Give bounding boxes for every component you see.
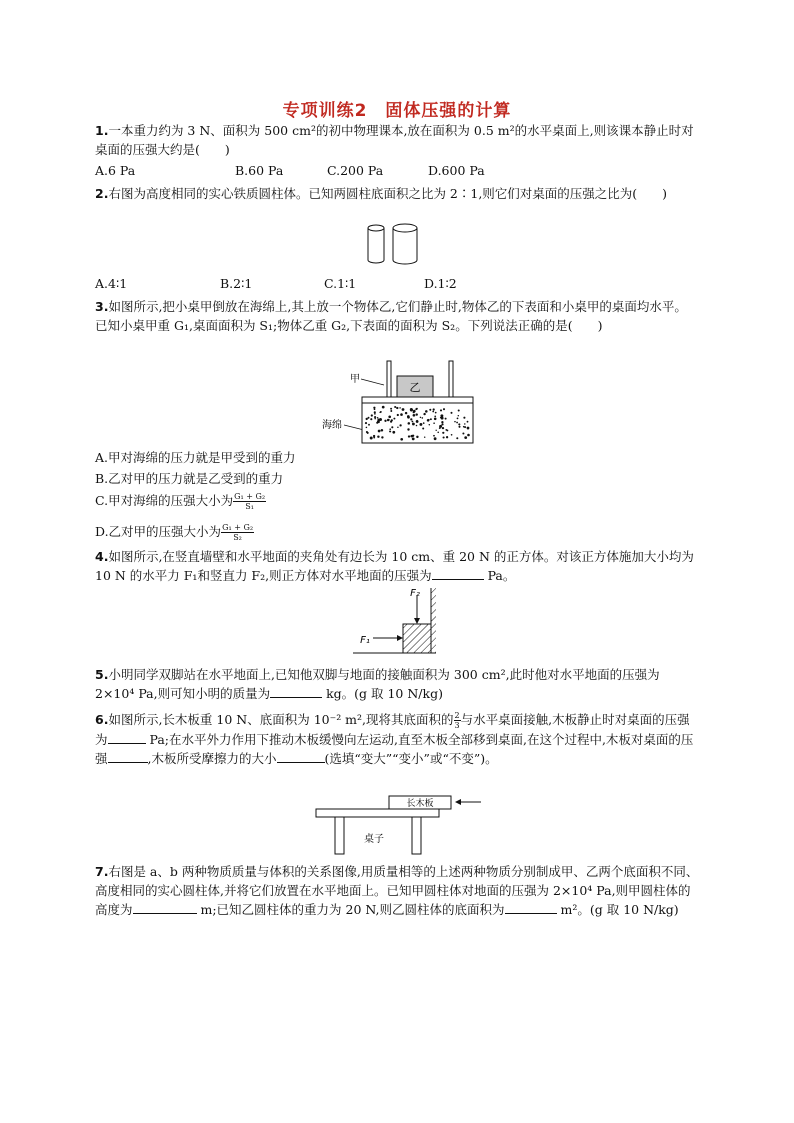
sponge-dot xyxy=(437,432,439,434)
question-text-end: kg。(g 取 10 N/kg) xyxy=(322,686,443,701)
denominator: S₁ xyxy=(245,502,254,511)
question-text: 如图所示,在竖直墙壁和水平地面的夹角处有边长为 10 cm、重 20 N 的正方体。对该正方体施加大小均为 10 N 的水平力 F₁和竖直力 F₂,则正方体对水平地面的压强为 xyxy=(95,549,694,583)
answer-blank-height[interactable] xyxy=(133,900,197,914)
option-a: A.4∶1 xyxy=(95,276,128,291)
numerator: G₁ + G₂ xyxy=(222,523,254,532)
sponge-dot xyxy=(405,412,407,414)
pointer-line xyxy=(361,379,384,385)
sponge-dot xyxy=(467,428,469,430)
sponge-dot xyxy=(370,437,373,440)
question-text: 如图所示,长木板重 10 N、底面积为 10⁻² m²,现将其底面积的 xyxy=(108,712,454,727)
sponge-dot xyxy=(435,430,436,431)
wall-hatching xyxy=(431,588,436,653)
sponge-dot xyxy=(388,419,389,420)
sponge-dot xyxy=(433,422,435,424)
sponge-dot xyxy=(441,423,443,425)
sponge-dot xyxy=(373,437,375,439)
sponge-dot xyxy=(428,419,430,421)
board-on-table-figure xyxy=(313,794,483,856)
sponge-dot xyxy=(442,432,444,434)
arrow-head xyxy=(455,799,461,805)
question-text: m;已知乙圆柱体的重力为 20 N,则乙圆柱体的底面积为 xyxy=(196,902,505,917)
sponge-dot xyxy=(464,436,467,439)
answer-blank-pressure-change[interactable] xyxy=(108,749,148,763)
option-b: B.2∶1 xyxy=(220,276,253,291)
question-text: 右图为高度相同的实心铁质圆柱体。已知两圆柱底面积之比为 2∶1,则它们对桌面的压强之比为( ) xyxy=(108,186,668,201)
small-cylinder xyxy=(368,225,384,263)
sponge-dot xyxy=(400,438,403,441)
cylinders-figure xyxy=(366,222,444,268)
label-f2: F₂ xyxy=(410,588,420,599)
option-c xyxy=(95,491,266,511)
sponge-dot xyxy=(435,412,437,414)
denominator: S₂ xyxy=(233,533,242,542)
table-leg-right xyxy=(449,361,453,397)
sponge-dot xyxy=(378,430,381,433)
sponge-dot xyxy=(420,417,421,418)
sponge-dot xyxy=(374,416,376,418)
option-a: A.6 Pa xyxy=(95,163,136,178)
question-number: 1. xyxy=(95,123,109,138)
sponge-dot xyxy=(440,417,441,418)
sponge-dot xyxy=(377,435,379,437)
question-1 xyxy=(95,121,699,159)
sponge-dot xyxy=(397,414,399,416)
sponge-dot xyxy=(374,413,376,415)
sponge-dot xyxy=(416,420,418,422)
question-text: 与水平桌面接触,木板静止时对桌面的压强为 xyxy=(95,712,690,747)
option-c-text: C.甲对海绵的压强大小为 xyxy=(95,493,234,508)
sponge-dot xyxy=(381,436,383,438)
question-text: ,木板所受摩擦力的大小 xyxy=(147,751,277,766)
option-a: A.甲对海绵的压力就是甲受到的重力 xyxy=(95,450,296,465)
page-title: 专项训练2 固体压强的计算 xyxy=(282,101,512,121)
sponge-dot xyxy=(366,418,368,420)
sponge-dot xyxy=(370,418,372,420)
sponge-dot xyxy=(371,414,373,416)
sponge-dot xyxy=(399,407,401,409)
sponge-dot xyxy=(454,421,456,423)
sponge-dot xyxy=(393,418,395,420)
sponge-dot xyxy=(399,424,401,426)
answer-blank-pressure[interactable] xyxy=(108,730,146,744)
sponge-dot xyxy=(392,431,395,434)
sponge-dot xyxy=(462,432,464,434)
answer-blank[interactable] xyxy=(432,566,484,580)
question-2 xyxy=(95,184,699,203)
sponge-dot xyxy=(390,408,392,410)
option-d: D.1∶2 xyxy=(424,276,457,291)
question-number: 7. xyxy=(95,864,109,879)
large-cylinder xyxy=(393,224,417,264)
sponge-dot xyxy=(390,410,392,412)
sponge-dot xyxy=(419,423,422,426)
question-number: 3. xyxy=(95,299,109,314)
sponge-dot xyxy=(384,420,386,422)
sponge-dot xyxy=(381,429,384,432)
sponge-dot xyxy=(413,435,415,437)
question-text: 一本重力约为 3 N、面积为 500 cm²的初中物理课本,放在面积为 0.5 m²的水平桌面上,则该课本静止时对桌面的压强大约是( ) xyxy=(95,123,694,157)
denominator: 3 xyxy=(454,721,460,730)
sponge-dot xyxy=(458,426,460,428)
sponge-dot xyxy=(443,408,445,410)
sponge-dot xyxy=(445,418,447,420)
sponge-dot xyxy=(397,427,399,429)
sponge-dot xyxy=(430,418,432,420)
sponge-dot xyxy=(377,417,379,419)
sponge-dot xyxy=(368,424,370,426)
option-d-text: D.乙对甲的压强大小为 xyxy=(95,524,222,539)
arrow-head xyxy=(397,635,403,641)
sponge-dot xyxy=(402,408,405,411)
sponge-dot xyxy=(400,413,403,416)
sponge-dot xyxy=(412,437,415,440)
sponge-dot xyxy=(424,436,425,437)
sponge-dot xyxy=(425,410,428,413)
fraction xyxy=(454,711,461,730)
question-text: 右图是 a、b 两种物质质量与体积的关系图像,用质量相等的上述两种物质分别制成甲、乙两个底面积不同、高度相同的实心圆柱体,并将它们放置在水平地面上。已知甲圆柱体对地面的压强为 2×10⁴ Pa,则甲圆柱体的高度为 xyxy=(95,864,699,917)
table-on-sponge-figure xyxy=(318,358,480,450)
sponge-dot xyxy=(429,409,431,411)
question-text: 小明同学双脚站在水平地面上,已知他双脚与地面的接触面积为 300 cm²,此时他对水平地面的压强为 2×10⁴ Pa,则可知小明的质量为 xyxy=(95,667,660,701)
sponge-dot xyxy=(441,421,443,423)
arrow-head xyxy=(414,618,420,624)
question-3 xyxy=(95,297,699,335)
table-top xyxy=(316,809,439,817)
sponge-dot xyxy=(458,409,460,411)
label-yi: 乙 xyxy=(409,381,421,394)
sponge-dot xyxy=(467,421,469,423)
question-7 xyxy=(95,862,699,919)
label-jia: 甲 xyxy=(350,374,360,385)
sponge-dot xyxy=(374,408,376,410)
sponge-dot xyxy=(391,426,393,428)
sponge-dot xyxy=(432,411,434,413)
sponge-dot xyxy=(368,417,370,419)
option-b: B.乙对甲的压力就是乙受到的重力 xyxy=(95,471,284,486)
label-board: 长木板 xyxy=(406,799,434,809)
sponge-dot xyxy=(389,430,391,432)
sponge-dot xyxy=(423,422,425,424)
sponge-dot xyxy=(389,428,391,430)
question-6 xyxy=(95,710,699,768)
sponge-dot xyxy=(445,429,447,431)
sponge-dot xyxy=(374,418,376,420)
sponge-dot xyxy=(394,406,396,408)
label-f1: F₁ xyxy=(360,635,370,646)
sponge-dot xyxy=(429,424,430,425)
sponge-dot xyxy=(410,418,412,420)
question-text: m²。(g 取 10 N/kg) xyxy=(556,902,679,917)
sponge-dot xyxy=(365,422,367,424)
sponge-dot xyxy=(464,423,465,424)
label-sponge: 海绵 xyxy=(322,420,342,431)
question-number: 4. xyxy=(95,549,109,564)
sponge-dot xyxy=(367,432,369,434)
cube-in-corner-figure xyxy=(353,586,439,658)
answer-blank-friction-change[interactable] xyxy=(277,749,325,763)
option-b: B.60 Pa xyxy=(235,163,284,178)
sponge-dot xyxy=(422,427,424,429)
sponge-dot xyxy=(413,414,416,417)
sponge-dot xyxy=(376,422,378,424)
fraction xyxy=(233,492,266,511)
question-5 xyxy=(95,665,699,703)
sponge-dot xyxy=(458,423,460,425)
sponge-dot xyxy=(451,434,453,436)
sponge-dot xyxy=(433,408,435,410)
sponge-dot xyxy=(434,415,436,417)
sponge-dot xyxy=(421,417,423,419)
sponge-dot xyxy=(408,435,410,437)
question-2-options xyxy=(95,276,699,295)
option-c: C.200 Pa xyxy=(327,163,384,178)
sponge-dot xyxy=(456,422,458,424)
sponge-dot xyxy=(411,421,413,423)
sponge-dot xyxy=(457,418,459,420)
sponge-dot xyxy=(463,417,465,419)
question-text-end: Pa。 xyxy=(483,568,516,583)
numerator: 2 xyxy=(454,711,460,720)
sponge-dot xyxy=(396,407,398,409)
sponge-dot xyxy=(410,408,413,411)
sponge-dot xyxy=(415,408,417,410)
sponge-dot xyxy=(439,425,442,428)
sponge-dot xyxy=(379,418,382,421)
sponge-dot xyxy=(408,422,411,425)
question-text: 如图所示,把小桌甲倒放在海绵上,其上放一个物体乙,它们静止时,物体乙的下表面和小桌甲的桌面均水平。已知小桌甲重 G₁,桌面面积为 S₁;物体乙重 G₂,下表面的面积为 S₂。下列说法正确的是( ) xyxy=(95,299,687,333)
question-number: 5. xyxy=(95,667,109,682)
table-leg-right xyxy=(412,817,421,854)
sponge-dot xyxy=(382,406,385,409)
fraction xyxy=(221,523,254,542)
sponge-dot xyxy=(443,436,445,438)
option-d: D.600 Pa xyxy=(428,163,485,178)
numerator: G₁ + G₂ xyxy=(234,492,266,501)
sponge-dot xyxy=(410,435,413,438)
question-text: Pa;在水平外力作用下推动木板缓慢向左运动,直至木板全部移到桌面,在这个过程中,木板对桌面的压强 xyxy=(95,732,694,766)
sponge-dot xyxy=(388,415,391,418)
table-top xyxy=(362,397,473,403)
sponge-dot xyxy=(380,411,382,413)
option-c: C.1∶1 xyxy=(324,276,357,291)
sponge-dot xyxy=(416,436,418,438)
question-number: 6. xyxy=(95,712,109,727)
pointer-line xyxy=(344,425,364,430)
sponge-dot xyxy=(412,423,415,426)
sponge-dot xyxy=(451,412,453,414)
sponge-dot xyxy=(413,411,415,413)
sponge-dot xyxy=(463,426,465,428)
question-number: 2. xyxy=(95,186,109,201)
answer-blank-area[interactable] xyxy=(505,900,557,914)
table-leg-left xyxy=(387,361,391,397)
answer-blank[interactable] xyxy=(270,684,322,698)
sponge-dot xyxy=(391,419,393,421)
question-4 xyxy=(95,547,699,585)
sponge-dot xyxy=(433,435,435,437)
sponge-dot xyxy=(416,425,418,427)
sponge-dot xyxy=(366,427,368,429)
sponge-dot xyxy=(407,428,409,430)
sponge-dot xyxy=(416,413,418,415)
sponge-dot xyxy=(456,437,458,439)
sponge-dot xyxy=(434,418,437,421)
question-text: (选填“变大”“变小”或“不变”)。 xyxy=(324,751,498,766)
sponge-dot xyxy=(446,436,448,438)
table-leg-left xyxy=(335,817,344,854)
sponge-dot xyxy=(467,434,470,437)
sponge-dot xyxy=(458,415,459,416)
sponge-dot xyxy=(407,416,410,419)
sponge-dot xyxy=(442,427,444,429)
sponge-dot xyxy=(440,409,442,411)
sponge-dot xyxy=(434,437,437,440)
option-d xyxy=(95,522,254,542)
cube xyxy=(403,624,431,653)
label-table: 桌子 xyxy=(364,834,384,845)
question-1-options xyxy=(95,163,699,182)
sponge-dot xyxy=(423,413,425,415)
